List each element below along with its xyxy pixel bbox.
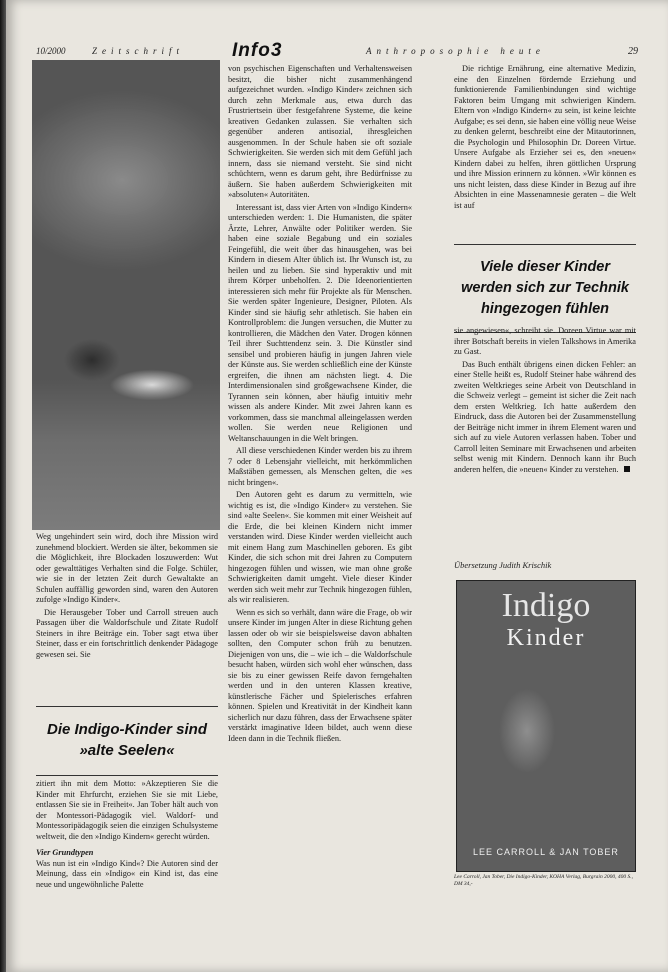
col1-paragraph: Was nun ist ein »Indigo Kind«? Die Autoren sind der Meinung, dass ein »Indigo« ein Kind ist, das eine neue und ungewöhnliche Palette [36,858,218,889]
header-zeitschrift: Zeitschrift [92,46,185,56]
column-1-continued [36,779,218,892]
book-caption: Lee Carroll, Jan Tober, Die Indigo-Kinder, KOHA Verlag, Burgrain 2000, 400 S., DM 34,- [454,874,633,887]
col3-last-text: Das Buch enthält übrigens einen dicken Fehler: an einer Stelle heißt es, Rudolf Steiner habe während des zweiten Weltkrieges seine Arbeit von Deutschland in die Schweiz verlegt – gemeint ist sicher die Zeit nach dem ersten Weltkrieg. Ich hatte außerdem den Eindruck, dass die Autoren bei der Zusammenstellung der Beiträge nicht immer in ihrem Element waren und sich auf zu viele Autoren verlassen haben. Tober und Carroll leiten Seminare mit Erwachsenen und arbeiten selbst wenig mit Kindern. Dennoch kann ihr Buch anderen helfen, die »neuen« Kinder zu verstehen. [454,359,636,474]
page-number: 29 [628,46,638,57]
translator-credit: Übersetzung Judith Krischik [454,560,552,570]
col2-paragraph: von psychischen Eigenschaften und Verhaltensweisen besitzt, die bisher nicht zusammenhängend aufgezeichnet wurden. »Indigo Kinder« zeichnen sich durch zehn Merkmale aus, etwa durch das Frustriertsein über festgefahrene Systeme, die keine kreativen Gedanken zulassen. Sie verhalten sich gegenüber anderen antisozial, ihresgleichen ausgenommen. In der Schule haben sie oft soziale Schwierigkeiten. Sie werden sich mit dem Gefühl jach innern, dass sie niemand versteht. Sie sind nicht schüchtern, wenn es darum geht, ihre Bedürfnisse zu äußern. Sie haben außerdem Schwierigkeiten mit »absoluten« Autoritäten. [228,64,412,199]
magazine-logo: Info3 [232,40,283,61]
end-mark [624,466,630,472]
col3-paragraph [454,360,636,476]
col2-paragraph: Wenn es sich so verhält, dann wäre die Frage, ob wir unsere Kinder im jungen Alter in diese Richtung gehen lassen oder ob wir sie beispielsweise davon abhalten sollten, den Computer schon früh zu benutzen. Diejenigen von uns, die – wie ich – die Waldorfschule besucht haben, würden sich wohl eher wünschen, dass sie bis zu einer gewissen Reife davon ferngehalten werden und in den unteren Klassen kreative, künstlerische Fächer und Spielerisches erfahren können. Spielen und Kreativität in der Kindheit kann sicherlich nur dazu führen, dass der Erwachsene später verstärkt imaginative Ideen bildet, auch wenn diese Ideen dann in die Technik fließen. [228,607,412,743]
book-cover-image [456,580,636,872]
col1-paragraph: Weg ungehindert sein wird, doch ihre Mission wird zunehmend blockiert. Werden sie älter, bekommen sie die Möglichkeit, ihre Blockaden loszuwerden: Wut oder gewalttätiges Verhalten sind die Folge. Schüler, wie sie in der letzten Zeit durch Gewaltakte an Schulen auffällig geworden sind, waren den Autoren zufolge »Indigo Kinder«. [36,532,218,604]
column-3-continued [454,326,636,477]
book-title-line1: Indigo [501,587,591,624]
subheading: Vier Grundtypen [36,848,94,857]
col3-paragraph: Die richtige Ernährung, eine alternative Medizin, eine den Einzelnen fördernde Erziehung und funktionierende Familienbindungen sind wichtige Faktoren beim Umgang mit schwierigen Kindern. Eltern von »Indigo Kindern« zu sein, ist keine leichte Aufgabe; es sei denn, sie haben eine völlig neue Weise zu denken gelernt, beschreibt eine der Mitautorinnen, die Psychologin und Philosophin Dr. Doreen Virtue. Unsere Aufgabe als Erzieher sei es, den »neuen« Kindern dabei zu helfen, ihren göttlichen Ursprung und ihre Mission erinnern zu können. »Wir können es uns nicht leisten, dass diese Kinder in Bezug auf ihre Absichten in eine Massenamnesie geraten – die Welt ist auf [454,64,636,210]
col2-paragraph: All diese verschiedenen Kinder werden bis zu ihrem 7 oder 8 Lebensjahr vielleicht, mit herkömmlichen Maßstäben gemessen, als Menschen gelten, die »es nicht bringen«. [228,446,412,487]
header-subtitle: Anthroposophie heute [366,46,545,56]
magazine-page [6,0,668,972]
col2-paragraph: Interessant ist, dass vier Arten von »Indigo Kindern« unterschieden werden: 1. Die Humanisten, die später Ärzte, Lehrer, Anwälte oder Politiker werden. Sie haben eine soziale Begabung und ein soziales Feingefühl, die weit über das hinausgehen, was bei Kindern in diesem Alter üblich ist. Ihr Wunsch ist, zu heilen und zu lieben. Sie sind hyperaktiv und mit ihrem Körper unbeholfen. 2. Die Ideenorientierten interessieren sich mehr für Projekte als für Menschen. Sie werden später Ingenieure, Designer, Piloten. Als Kinder sind sie häufig sehr athletisch. Sie haben ein Kontrollproblem: die Jungen versuchen, die Mutter zu kontrollieren, die Mädchen den Vater. Drogen können Teil ihrer Suchttendenz sein. 3. Die Künstler sind sensibel und probieren häufig in jungen Jahren viele der Künste aus. Sie werden schließlich eine der Künste ergreifen, die ihnen am nächsten liegt. 4. Die Interdimensionalen sind großgewachsene Kinder, die Tyrannen sein können, aber häufig intuitiv mehr wissen als andere Kinder. Mit zwei Jahren kann es vorkommen, dass sie manchmal alleingelassen werden wollen. Sie werden neue Religionen und Weltanschauungen in die Welt bringen. [228,202,412,443]
book-authors: LEE CARROLL & JAN TOBER [473,847,619,857]
issue-date: 10/2000 [36,46,66,56]
col2-paragraph: Den Autoren geht es darum zu vermitteln, wie wichtig es ist, die »Indigo Kinder« zu verstehen. Sie sind »alte Seelen«. Sie kommen mit einer Weisheit auf die Erde, die bei kleinen Kindern nicht immer verstanden wird. Diese Kinder werden vielleicht auch mit einem Hang zum Maschinellen geboren. Es gibt Kinder, die sich schon mit drei Jahren zu Computern hingezogen fühlen und wissen, wie man ohne große Schwierigkeiten damit umgeht. Viele dieser Kinder werden sich weit mehr zur Technik hingezogen fühlen, als wir realisieren. [228,490,412,604]
column-1 [36,532,218,662]
book-title-line2: Kinder [506,625,586,651]
col1-paragraph: zitiert ihn mit dem Motto: »Akzeptieren Sie die Kinder mit Ehrfurcht, erziehen Sie sie mit Liebe, entlassen Sie sie in Freiheit«. Jan Tober hält auch von der Montessori-Pädagogik viel. Waldorf- und Montessoripädagogik seien die einzigen Schulsysteme weltweit, die den »Indigo Kindern« gerecht würden. [36,779,218,841]
pull-quote-left: Die Indigo-Kinder sind »alte Seelen« [36,706,218,776]
column-3 [454,64,636,213]
column-2 [228,64,412,746]
col3-paragraph: sie angewiesen«, schreibt sie. Doreen Virtue war mit ihrer Botschaft bereits in vielen Talkshows in Amerika zu Gast. [454,326,636,356]
pull-quote-right: Viele dieser Kinder werden sich zur Technik hingezogen fühlen [454,244,636,333]
child-photo-lower [32,380,220,530]
col1-paragraph: Die Herausgeber Tober und Carroll streuen auch Passagen über die Waldorfschule und Zitate Rudolf Steiners in ihre Beiträge ein. Tober sagt etwa über Steiner, dass er ein fortschrittlich denkender Pädagoge gewesen sei. Sie [36,607,218,659]
